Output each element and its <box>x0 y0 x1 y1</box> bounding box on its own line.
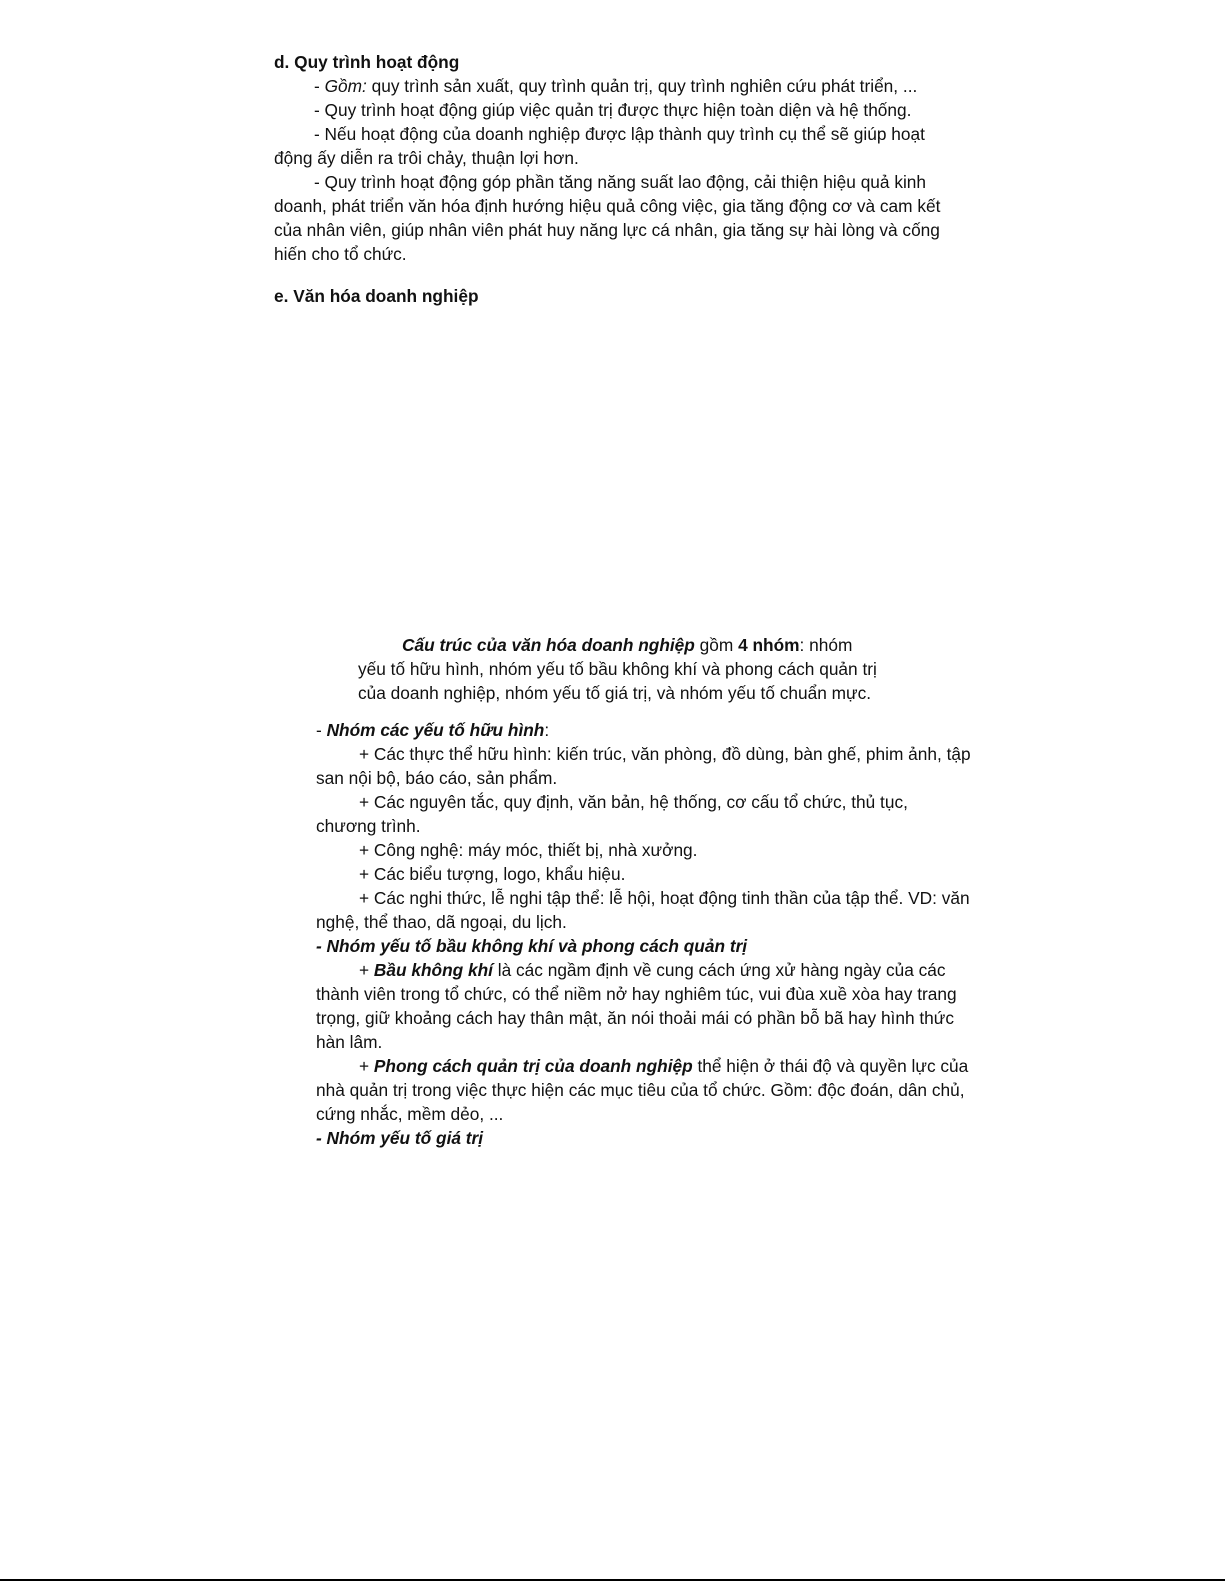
group-atmosphere-item-2c: cứng nhắc, mềm dẻo, ... <box>316 1104 504 1124</box>
group-title: Nhóm các yếu tố hữu hình <box>326 720 545 740</box>
dash: - <box>314 76 325 96</box>
text: quy trình sản xuất, quy trình quản trị, quy trình nghiên cứu phát triển, ... <box>366 76 918 96</box>
section-d-line-4c: của nhân viên, giúp nhân viên phát huy năng lực cá nhân, gia tăng sự hài lòng và cống <box>274 220 940 240</box>
section-d-line-1 <box>314 74 917 98</box>
text: gồm <box>694 635 739 655</box>
group-values-heading: - Nhóm yếu tố giá trị <box>316 1128 484 1148</box>
group-tangible-item-4: + Các biểu tượng, logo, khẩu hiệu. <box>359 864 626 884</box>
group-atmosphere-item-1d: hàn lâm. <box>316 1032 383 1052</box>
group-tangible-item-5b: nghệ, thể thao, dã ngoại, du lịch. <box>316 912 567 932</box>
culture-structure-intro-line-1 <box>402 633 852 657</box>
group-atmosphere-heading: - Nhóm yếu tố bầu không khí và phong cách quản trị <box>316 936 748 956</box>
group-tangible-item-5a: + Các nghi thức, lễ nghi tập thể: lễ hội, hoạt động tinh thần của tập thể. VD: văn <box>359 888 970 908</box>
group-tangible-item-2a: + Các nguyên tắc, quy định, văn bản, hệ thống, cơ cấu tổ chức, thủ tục, <box>359 792 908 812</box>
italic-term: Gồm: <box>324 76 367 96</box>
section-d-line-4b: doanh, phát triển văn hóa định hướng hiệu quả công việc, gia tăng động cơ và cam kết <box>274 196 941 216</box>
colon: : <box>544 720 550 740</box>
group-atmosphere-item-1b: thành viên trong tổ chức, có thể niềm nở hay nghiêm túc, vui đùa xuề xòa hay trang <box>316 984 957 1004</box>
group-atmosphere-item-2a <box>359 1054 968 1078</box>
group-tangible-item-3: + Công nghệ: máy móc, thiết bị, nhà xưởng. <box>359 840 698 860</box>
culture-structure-intro-line-3: của doanh nghiệp, nhóm yếu tố giá trị, và nhóm yếu tố chuẩn mực. <box>358 683 872 703</box>
section-d-line-4a: - Quy trình hoạt động góp phần tăng năng suất lao động, cải thiện hiệu quả kinh <box>314 172 927 192</box>
plus: + <box>359 1056 374 1076</box>
culture-structure-intro-line-2: yếu tố hữu hình, nhóm yếu tố bầu không khí và phong cách quản trị <box>358 659 877 679</box>
group-atmosphere-item-1c: trọng, giữ khoảng cách hay thân mật, ăn nói thoải mái có phần bỗ bã hay hình thức <box>316 1008 954 1028</box>
section-d-line-2: - Quy trình hoạt động giúp việc quản trị được thực hiện toàn diện và hệ thống. <box>314 100 912 120</box>
intro-count: 4 nhóm <box>738 635 800 655</box>
group-atmosphere-item-1a <box>359 958 946 982</box>
section-d-line-4d: hiến cho tổ chức. <box>274 244 407 264</box>
intro-term: Cấu trúc của văn hóa doanh nghiệp <box>402 635 695 655</box>
group-tangible-item-1a: + Các thực thể hữu hình: kiến trúc, văn phòng, đồ dùng, bàn ghế, phim ảnh, tập <box>359 744 971 764</box>
section-d-heading: d. Quy trình hoạt động <box>274 52 460 72</box>
group-atmosphere-item-2b: nhà quản trị trong việc thực hiện các mục tiêu của tổ chức. Gồm: độc đoán, dân chủ, <box>316 1080 965 1100</box>
group-tangible-item-1b: san nội bộ, báo cáo, sản phẩm. <box>316 768 558 788</box>
section-d-line-3b: động ấy diễn ra trôi chảy, thuận lợi hơn. <box>274 148 579 168</box>
plus: + <box>359 960 374 980</box>
term: Bầu không khí <box>373 960 493 980</box>
section-d-line-3a: - Nếu hoạt động của doanh nghiệp được lập thành quy trình cụ thể sẽ giúp hoạt <box>314 124 925 144</box>
text: thể hiện ở thái độ và quyền lực của <box>692 1056 969 1076</box>
text: là các ngầm định về cung cách ứng xử hàng ngày của các <box>492 960 946 980</box>
page-bottom-border <box>0 1579 1225 1581</box>
group-tangible-item-2b: chương trình. <box>316 816 421 836</box>
section-e-heading: e. Văn hóa doanh nghiệp <box>274 286 479 306</box>
dash: - <box>316 720 327 740</box>
text: : nhóm <box>799 635 853 655</box>
group-tangible-heading <box>316 718 549 742</box>
term: Phong cách quản trị của doanh nghiệp <box>373 1056 693 1076</box>
